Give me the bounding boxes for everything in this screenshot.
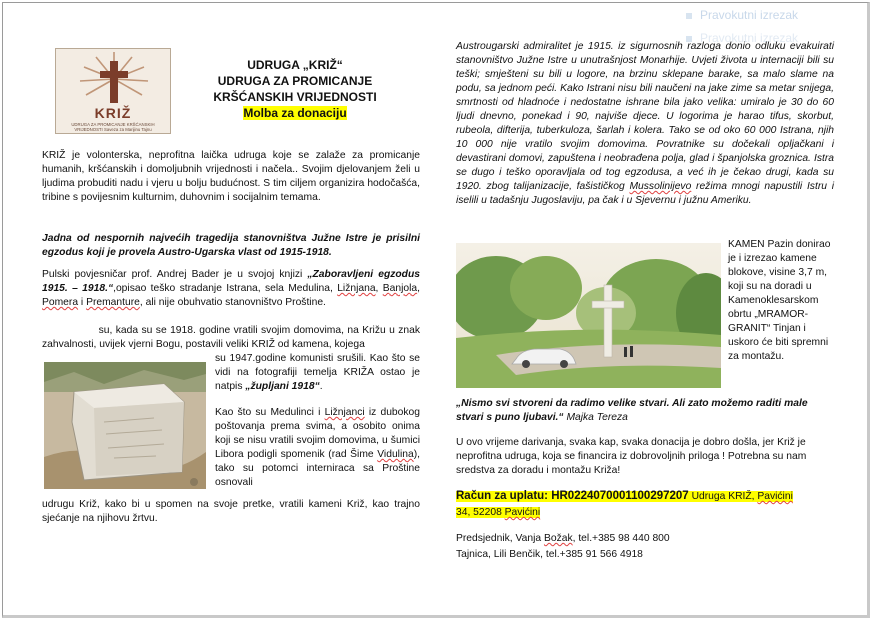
history-paragraph: Austrougarski admiralitet je 1915. iz sigurnosnih razloga donio odluku evakuirati stanovništvo Južne Istre u unutrašnjost Monarhije. Uvjeti života u internaciji bili su teški; smješteni su bili u logore, na brzinu sklepane barake, sa malo slame na podu, sa jednom peći. Kako Istrani nisu bili naučeni na jake zime sa metar snijega, smrtnosti od hladnoće i nedostatne ishrane bila jako velika: umiralo je 30 do 60 ljudi dnevno, ponekad i 90, najviše djece. U logorima je harao tifus, skorbut, rubeola, difterija, tuberkuloza, šarlah i kolera. Tako se od oko 60 000 Istrana, njih 10 000 nije vratilo svojim domovima. Povratnike su dočekali opljačkani i devastirani domovi, zapuštena i neobrađena polja, glad i španjolska groznica. Istra se dugo i teško oporavljala od tog egzodusa, a već ih je čekao drugi, kada su 1920. zbog talijanizacije, fašističkog Mussolinijevo režima mnogi napustili Istru i iselili u tadašnju Jugoslaviju, pa čak i u Sjevernu i južnu Ameriku. <box>456 41 834 206</box>
account-number: Račun za uplatu: HR0224070001100297207 <box>456 490 689 502</box>
cross-monument-rendering <box>456 243 721 388</box>
secretary-contact: Tajnica, Lili Benčik, tel.+385 91 566 4918 <box>456 549 643 560</box>
toc-ghost-item: Pravokutni izrezak <box>686 8 798 22</box>
kamen-paragraph: KAMEN Pazin donirao je i izrezao kamene blokove, visine 3,7 m, koji su na doradi u Kamenoklesarskom obrtu „MRAMOR-GRANIT“ Tinjan i uskoro će biti spremni za montažu. <box>728 239 831 362</box>
prostina-text-side: su 1947.godine komunisti srušili. Kao što se vidi na fotografiji temelja KRIŽA ostao je natpis „župljani 1918“. <box>215 353 420 392</box>
title-line: UDRUGA „KRIŽ“ <box>247 58 343 72</box>
toc-ghost-item: Pravokutni izrezak <box>686 31 798 45</box>
title-line: KRŠĆANSKIH VRIJEDNOSTI <box>213 90 377 104</box>
donation-appeal: U ovo vrijeme darivanja, svaka kap, svaka donacija je dobro došla, jer Križ je neprofitna udruga, koja se financira iz dobrovoljnih priloga ! Potrebna su nam sredstva za doradu i montažu Križa! <box>456 437 807 476</box>
stone-foundation-photo <box>44 362 206 489</box>
prostina-text-top: su, kada su se 1918. godine vratili svojim domovima, na Križu u znak zahvalnosti, uvijek vjerni Bogu, postavili veliki KRIŽ od kamena, kojega <box>42 325 420 350</box>
logo-subtitle: UDRUGA ZA PROMICANJE KRŠĆANSKIH VRIJEDNOSTI Saveza za Marijinu Tajnu <box>71 122 155 132</box>
title-line: UDRUGA ZA PROMICANJE <box>217 74 373 88</box>
mother-teresa-quote: „Nismo svi stvoreni da radimo velike stvari. Ali zato možemo raditi male stvari s puno ljubavi.“ Majka Tereza <box>456 398 808 423</box>
intro-paragraph: KRIŽ je volonterska, neprofitna laička udruga koje se zalaže za promicanje humanih, kršćanskih i domoljubnih vrijednosti i načela.. Svojim djelovanjem želi u ljudima probuditi nadu i vjeru u bolju budućnost. S tim ciljem organizira hodočašća, tribine s povijesnim kulturnim, duhovnim i socijalnim temama. <box>42 150 420 203</box>
medulin-paragraph-end: udrugu Križ, kako bi u spomen na svoje pretke, vratili kameni Križ, kao trajno sjećanje na njihovu žrtvu. <box>42 499 420 524</box>
bank-account: Račun za uplatu: HR0224070001100297207 Udruga KRIŽ, Pavićini 34, 52208 Pavićini <box>456 490 793 518</box>
medulin-paragraph: Kao što su Medulinci i Ližnjanci iz dubokog poštovanja prema svima, a osobito onima koji se nisu vratili svojim domovima, u šumici Libora podigli spomenik (rad Šime Vidulina), tako su potomci interniraca sa Proštine osnovali <box>215 407 420 488</box>
kriz-logo <box>55 48 171 134</box>
page-title <box>195 57 395 121</box>
president-contact: Predsjednik, Vanja Božak, tel.+385 98 440 800 <box>456 533 670 544</box>
title-highlight: Molba za donaciju <box>243 106 347 120</box>
bader-paragraph: Pulski povjesničar prof. Andrej Bader je u svojoj knjizi „Zaboravljeni egzodus 1915. – 1918.“,opisao teško stradanje Istrana, sela Medulina, Ližnjana, Banjola, Pomera i Premanture, ali nije obuhvatio stanovništvo Proštine. <box>42 269 420 308</box>
logo-word: KRIŽ <box>94 105 132 121</box>
lead-paragraph: Jadna od nespornih najvećih tragedija stanovništva Južne Istre je prisilni egzodus koji je provela Austro-Ugarska vlast od 1915-1918. <box>42 233 420 258</box>
